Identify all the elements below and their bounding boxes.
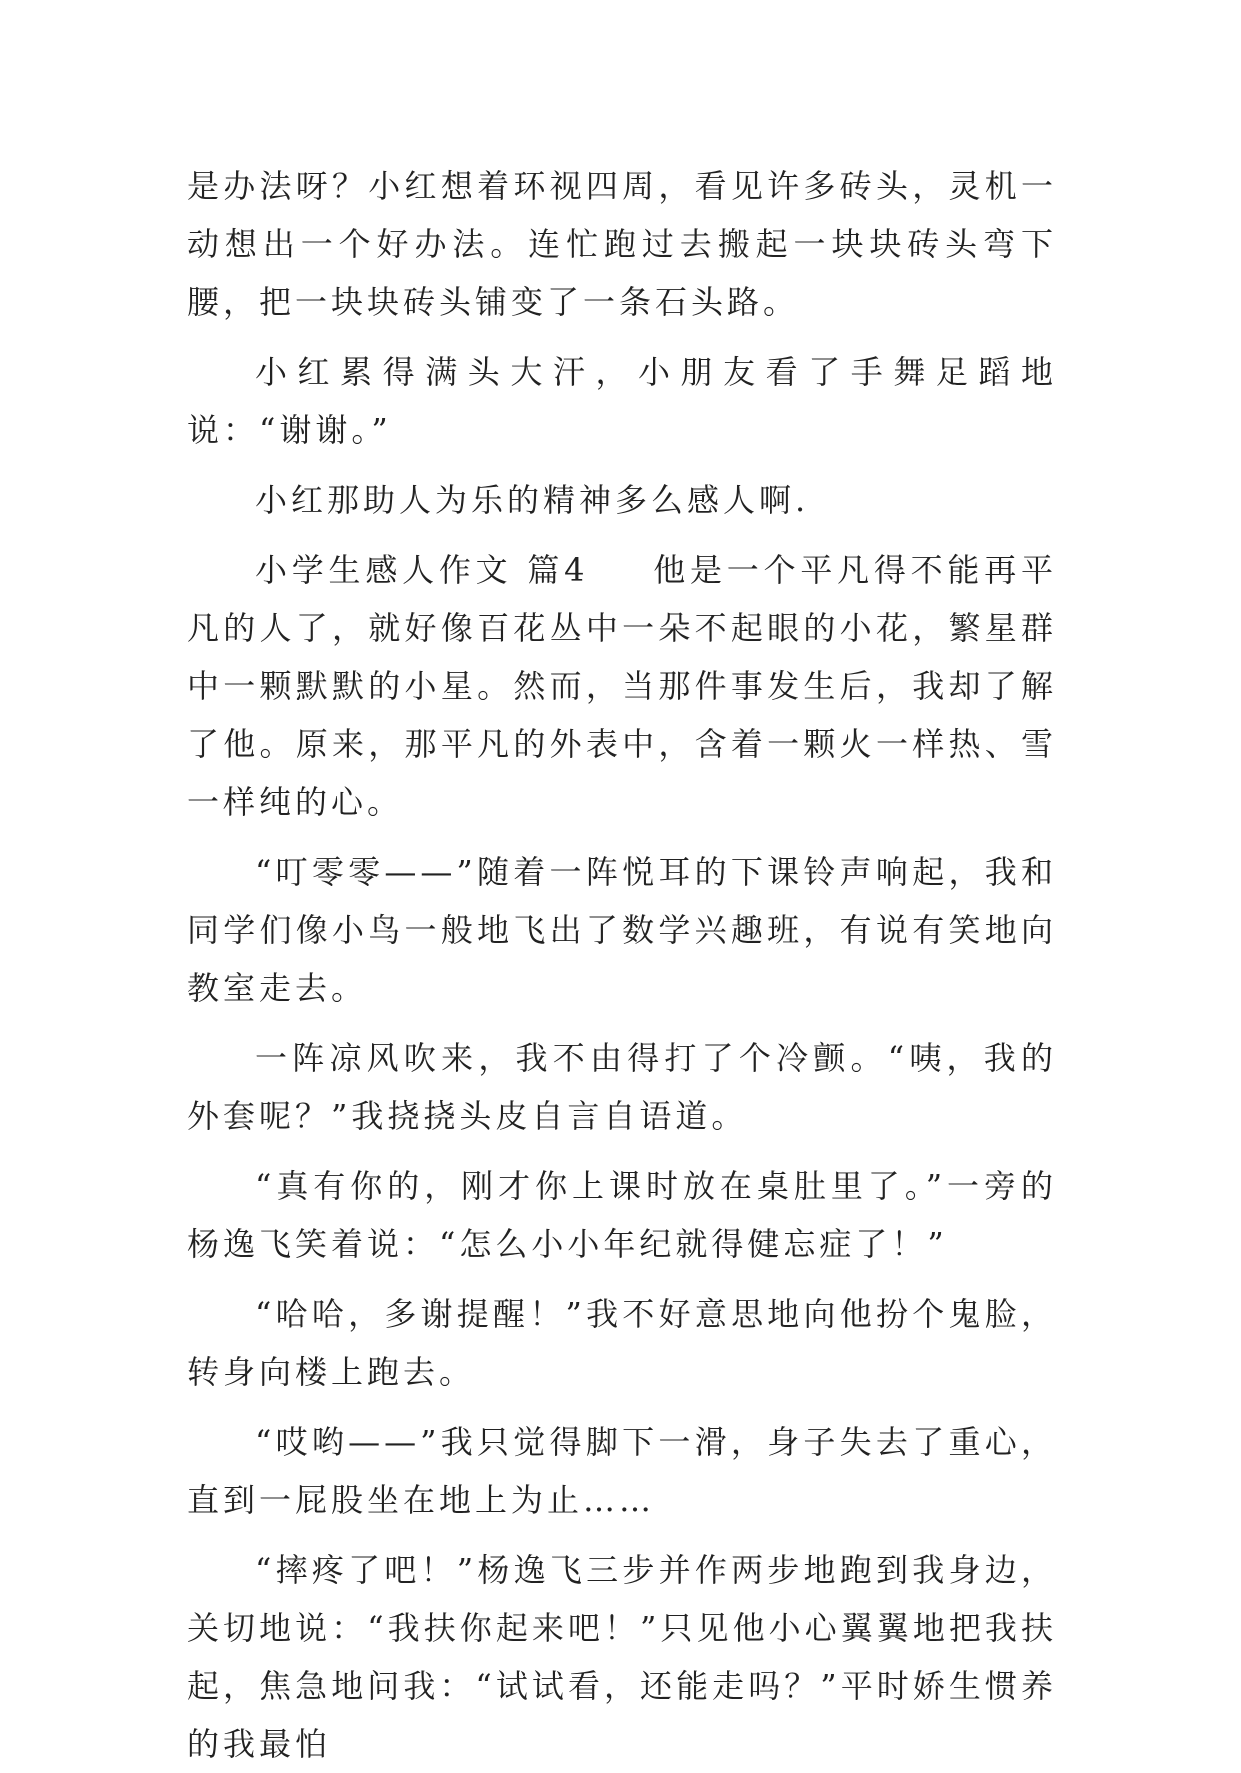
paragraph-1: 是办法呀？小红想着环视四周，看见许多砖头，灵机一动想出一个好办法。连忙跑过去搬起一块块砖头弯下腰，把一块块砖头铺变了一条石头路。 [187, 167, 1057, 321]
paragraph-8: “哈哈，多谢提醒！”我不好意思地向他扮个鬼脸，转身向楼上跑去。 [187, 1295, 1057, 1391]
paragraph-10: “摔疼了吧！”杨逸飞三步并作两步地跑到我身边，关切地说：“我扶你起来吧！”只见他小心翼翼地把我扶起，焦急地问我：“试试看，还能走吗？”平时娇生惯养的我最怕 [187, 1551, 1057, 1763]
paragraph-9: “哎哟——”我只觉得脚下一滑，身子失去了重心，直到一屁股坐在地上为止…… [187, 1423, 1057, 1519]
paragraph-3: 小红那助人为乐的精神多么感人啊. [255, 481, 810, 519]
essay-section-heading: 小学生感人作文 篇4 [255, 551, 589, 589]
paragraph-2: 小红累得满头大汗，小朋友看了手舞足蹈地说：“谢谢。” [187, 353, 1057, 449]
paragraph-4 [187, 541, 1057, 831]
paragraph-5: “叮零零——”随着一阵悦耳的下课铃声响起，我和同学们像小鸟一般地飞出了数学兴趣班，有说有笑地向教室走去。 [187, 853, 1057, 1007]
paragraph-7: “真有你的，刚才你上课时放在桌肚里了。”一旁的杨逸飞笑着说：“怎么小小年纪就得健忘症了！” [187, 1167, 1057, 1263]
document-body [187, 157, 1057, 1773]
paragraph-4-text: 他是一个平凡得不能再平凡的人了，就好像百花丛中一朵不起眼的小花，繁星群中一颗默默的小星。然而，当那件事发生后，我却了解了他。原来，那平凡的外表中，含着一颗火一样热、雪一样纯的心。 [187, 551, 1057, 821]
paragraph-6: 一阵凉风吹来，我不由得打了个冷颤。“咦，我的外套呢？”我挠挠头皮自言自语道。 [187, 1039, 1057, 1135]
